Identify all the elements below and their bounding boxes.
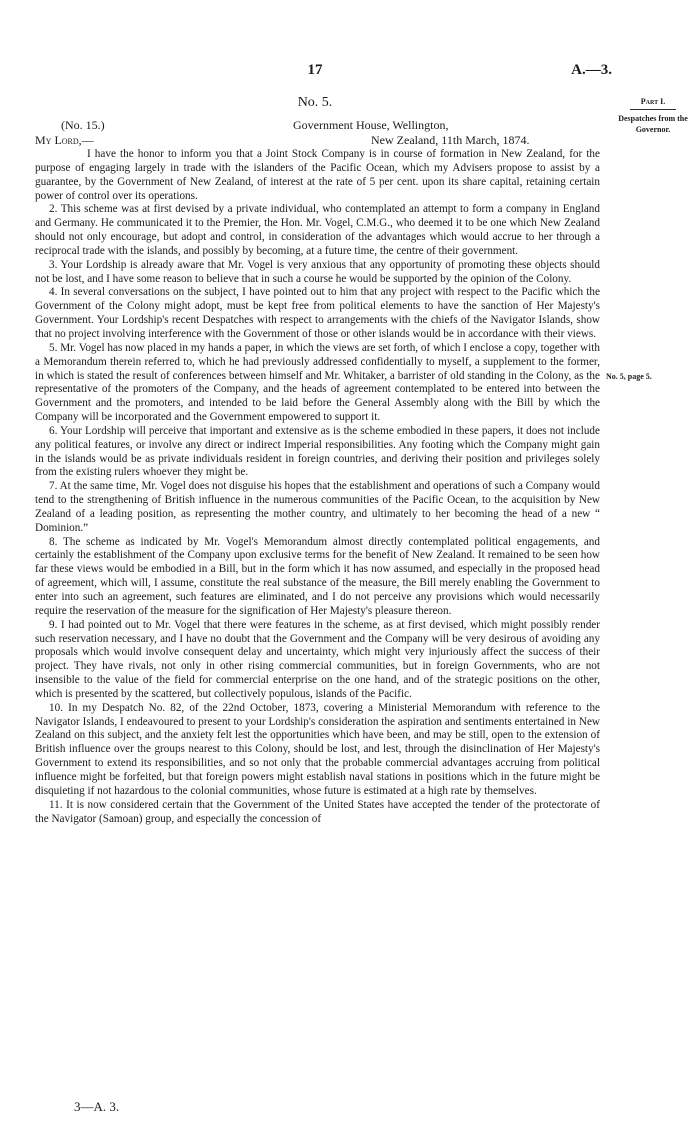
paragraph-7: 7. At the same time, Mr. Vogel does not disguise his hopes that the establishment and operations of such a Company would tend to the strengthening of British influence in the numerous communities of the Pacific Ocean, to the acquisition by New Zealand of a leading position, as representing the mother country, and ultimately to her becoming the head of a new “ Dominion.” xyxy=(35,480,600,534)
footer-signature: 3—A. 3. xyxy=(74,1099,120,1114)
paragraph-8: 8. The scheme as indicated by Mr. Vogel's Memorandum almost directly contemplated political engagements, and certainly the establishment of the Company upon exclusive terms for the benefit of New Zealand. It remained to be seen how far these views would be embodied in a Bill, but in the form which it has now assumed, and especially in the proposed head of agreement, which will, I assume, constitute the real substance of the measure, the Bill merely enabling the Government to enter into such an agreement, such features are eliminated, and I do not perceive any provisions which would necessarily require the reservation of the measure for the signification of Her Majesty's pleasure thereon. xyxy=(35,535,600,617)
letter-place: Government House, Wellington, xyxy=(293,118,449,132)
paragraph-10: 10. In my Despatch No. 82, of the 22nd October, 1873, covering a Ministerial Memorandum with reference to the Navigator Islands, I endeavoured to present to your Lordship's consideration the aspiration and sentiments entertained in New Zealand on this subject, and the anxiety felt lest the opportunities which have been, and may be still, open to the extension of British influence over the groups nearest to this Colony, should be lost, and lest, through the disinclination of Her Majesty's Government to extend its responsibilities, and so not only that the probable commercial advantages accruing from political influence might be forfeited, but that foreign powers might establish naval stations in positions which in the future might be disquieting if not hazardous to the colonial communities, whose future is estimated at a high rate by themselves. xyxy=(35,701,600,797)
letter-body xyxy=(35,148,600,826)
letter-date: New Zealand, 11th March, 1874. xyxy=(371,133,530,147)
part-label: Part I. xyxy=(630,96,676,110)
paragraph-3: 3. Your Lordship is already aware that Mr. Vogel is very anxious that any opportunity of promoting these objects should not be lost, and I have some reason to believe that in such a course he would be supported by the opinion of the Colony. xyxy=(35,258,600,285)
salutation: My Lord,— xyxy=(35,133,94,147)
paragraph-5: 5. Mr. Vogel has now placed in my hands a paper, in which the views are set forth, of which I enclose a copy, together with a Memorandum therein referred to, which he had previously addressed confidentially to myself, a supplement to the former, in which is stated the result of conferences between himself and Mr. Whitaker, a barrister of old standing in the Colony, as the representative of the promoters of the Company, and the heads of agreement contemplated to be entered into between the Government and the promoters, and intended to be laid before the General Assembly along with the Bill by which the Company will be incorporated and the Government empowered to support it. xyxy=(35,341,600,424)
letter-reference: (No. 15.) xyxy=(61,118,105,132)
paragraph-11: 11. It is now considered certain that the Government of the United States have accepted the tender of the protectorate of the Navigator (Samoan) group, and especially the concession of xyxy=(35,798,600,825)
paragraph-9: 9. I had pointed out to Mr. Vogel that there were features in the scheme, as at first devised, which might possibly render such reservation necessary, and I have no doubt that the Government and the Company will be very desirous of avoiding any proposals which would involve consequent delay and uncertainty, which might very injuriously affect the success of their project. They have rivals, not only in other rising commercial communities, but in foreign Governments, who are not insensible to the value of the field for commercial enterprise on the one hand, and of the strategic positions on the other, which is presented by the scattered, but collectively populous, islands of the Pacific. xyxy=(35,618,600,700)
paragraph-2: 2. This scheme was at first devised by a private individual, who contemplated an attempt to form a company in England and Germany. He communicated it to the Premier, the Hon. Mr. Vogel, C.M.G., who deemed it to be one which New Zealand should not only encourage, but adopt and control, in consideration of the advantages which would accrue to her through a reciprocal trade with the islands, and possibly by becoming, at a future time, the centre of their government. xyxy=(35,203,600,257)
page-number: 17 xyxy=(307,62,323,78)
margin-note: No. 5, page 5. xyxy=(606,372,652,381)
document-reference: A.—3. xyxy=(571,62,612,78)
paragraph-6: 6. Your Lordship will perceive that important and extensive as is the scheme embodied in these papers, it does not include any political features, or involve any direct or indirect Imperial responsibilities. Any footing which the Company might gain in the islands would be as private individuals resident in foreign countries, and deriving their position and privileges solely from the existing rulers whoever they might be. xyxy=(35,424,600,479)
paragraph-4: 4. In several conversations on the subject, I have pointed out to him that any project with respect to the Pacific which the Government of the Colony might adopt, must be kept free from political elements to have the sanction of Her Majesty's Government. Your Lordship's recent Despatches with respect to arrangements with the chiefs of the Navigator Islands, show that no project involving interference with the Government of those or other islands would be in accordance with their views. xyxy=(35,286,600,340)
section-label: Despatches from the Governor. xyxy=(618,114,688,134)
despatch-number: No. 5. xyxy=(297,95,333,110)
paragraph-1: I have the honor to inform you that a Joint Stock Company is in course of formation in New Zealand, for the purpose of engaging largely in trade with the islanders of the Pacific Ocean, which my Advisers propose to assist by a guarantee, by the Government of New Zealand, of interest at the rate of 5 per cent. upon its share capital, retaining certain power of control over its operations. xyxy=(35,148,600,202)
